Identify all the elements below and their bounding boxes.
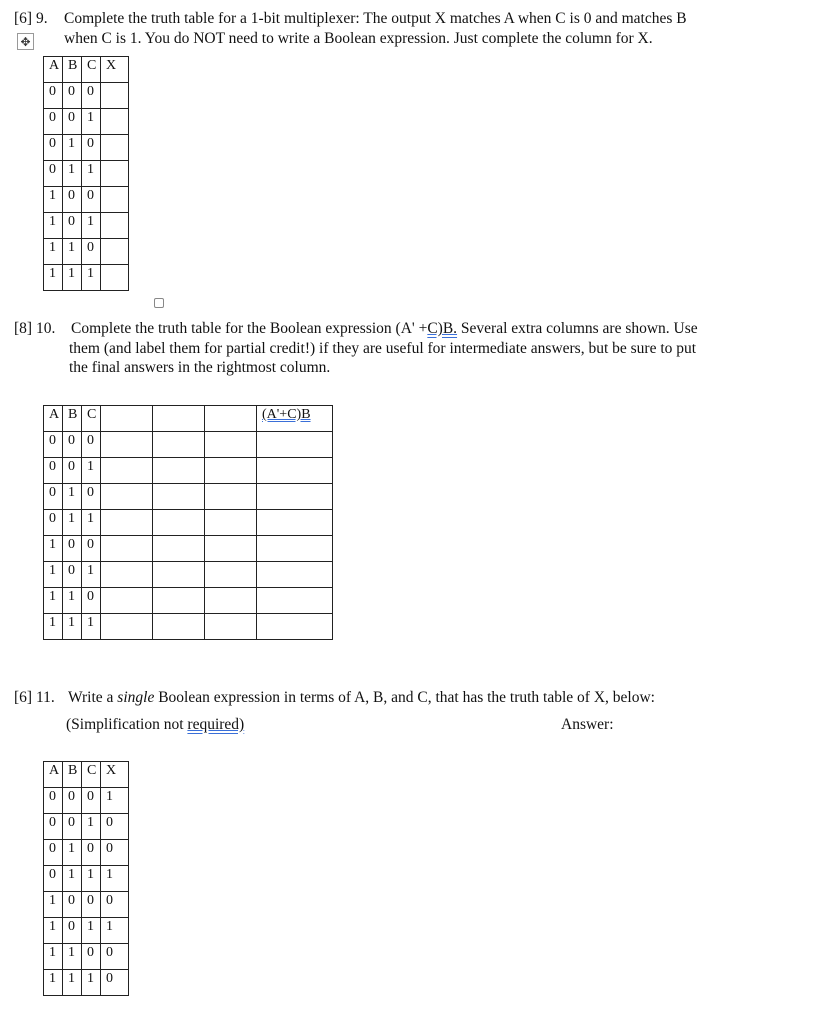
value-cell: 1 — [82, 562, 101, 588]
value-cell: 1 — [82, 510, 101, 536]
table-row — [44, 788, 129, 814]
value-cell: 1 — [82, 814, 101, 840]
value-cell: 0 — [82, 432, 101, 458]
header-cell: X — [101, 762, 129, 788]
answer-cell[interactable] — [153, 510, 205, 536]
value-cell: 0 — [44, 510, 63, 536]
value-cell: 0 — [63, 458, 82, 484]
value-cell: 1 — [44, 536, 63, 562]
value-cell: 1 — [63, 840, 82, 866]
value-cell: 1 — [63, 161, 82, 187]
header-cell: C — [82, 762, 101, 788]
header-cell: C — [82, 406, 101, 432]
header-cell — [101, 406, 153, 432]
value-cell: 1 — [44, 265, 63, 291]
answer-cell[interactable] — [101, 161, 129, 187]
table-row — [44, 536, 333, 562]
table-row — [44, 918, 129, 944]
answer-cell[interactable] — [101, 239, 129, 265]
table-row — [44, 588, 333, 614]
table-row — [44, 944, 129, 970]
answer-cell[interactable] — [101, 588, 153, 614]
value-cell: 1 — [82, 265, 101, 291]
value-cell: 0 — [101, 840, 129, 866]
value-cell: 1 — [44, 614, 63, 640]
q10-text-line2: them (and label them for partial credit!) if they are useful for intermediate answers, but be sure to put — [69, 340, 697, 357]
value-cell: 0 — [63, 83, 82, 109]
value-cell: 1 — [44, 918, 63, 944]
answer-cell[interactable] — [101, 187, 129, 213]
q10-text-line1-c: Several extra columns are shown. Use — [457, 320, 698, 337]
table-row — [44, 265, 129, 291]
value-cell: 0 — [82, 840, 101, 866]
table-row — [44, 970, 129, 996]
answer-cell[interactable] — [153, 484, 205, 510]
value-cell: 0 — [63, 814, 82, 840]
value-cell: 1 — [63, 484, 82, 510]
q11-text-line2-a: (Simplification not — [66, 716, 184, 733]
value-cell: 0 — [63, 892, 82, 918]
q10-underlined-expression: C)B. — [427, 320, 458, 337]
value-cell: 0 — [63, 536, 82, 562]
value-cell: 1 — [63, 135, 82, 161]
answer-cell[interactable] — [101, 83, 129, 109]
header-cell — [205, 406, 257, 432]
value-cell: 1 — [44, 239, 63, 265]
value-cell: 0 — [44, 840, 63, 866]
value-cell: 0 — [44, 866, 63, 892]
q9-truth-table — [43, 56, 129, 291]
table-header-row — [44, 762, 129, 788]
answer-cell[interactable] — [101, 432, 153, 458]
value-cell: 1 — [63, 866, 82, 892]
value-cell: 1 — [82, 918, 101, 944]
value-cell: 0 — [82, 892, 101, 918]
table-resize-handle-icon[interactable] — [154, 298, 164, 308]
value-cell: 0 — [63, 918, 82, 944]
value-cell: 0 — [82, 83, 101, 109]
answer-cell[interactable] — [205, 588, 257, 614]
value-cell: 0 — [82, 187, 101, 213]
table-row — [44, 814, 129, 840]
value-cell: 1 — [101, 918, 129, 944]
q11-underlined-word: required) — [187, 716, 245, 733]
q11-text-line1-b: Boolean expression in terms of A, B, and C, that has the truth table of X, below: — [158, 689, 655, 706]
table-row — [44, 135, 129, 161]
q9-prefix: [6] 9. — [14, 10, 48, 27]
table-row — [44, 239, 129, 265]
value-cell: 0 — [82, 484, 101, 510]
answer-cell[interactable] — [101, 614, 153, 640]
answer-cell[interactable] — [101, 109, 129, 135]
answer-cell[interactable] — [153, 432, 205, 458]
value-cell: 0 — [44, 788, 63, 814]
value-cell: 1 — [63, 614, 82, 640]
value-cell: 1 — [44, 944, 63, 970]
q10-text-line1-a: Complete the truth table for the Boolean expression (A' + — [71, 320, 428, 337]
answer-cell[interactable] — [257, 458, 333, 484]
table-header-row — [44, 406, 333, 432]
q11-answer-label: Answer: — [561, 716, 614, 733]
value-cell: 1 — [82, 458, 101, 484]
value-cell: 1 — [82, 970, 101, 996]
value-cell: 0 — [101, 814, 129, 840]
value-cell: 1 — [82, 866, 101, 892]
answer-cell[interactable] — [257, 562, 333, 588]
q10-truth-table — [43, 405, 333, 640]
answer-cell[interactable] — [153, 458, 205, 484]
q9-text-line2: when C is 1. You do NOT need to write a Boolean expression. Just complete the column for X. — [64, 30, 653, 47]
table-row — [44, 510, 333, 536]
header-cell — [153, 406, 205, 432]
answer-cell[interactable] — [101, 458, 153, 484]
table-header-row — [44, 57, 129, 83]
header-cell: A — [44, 57, 63, 83]
value-cell: 0 — [44, 135, 63, 161]
value-cell: 1 — [63, 510, 82, 536]
header-cell: B — [63, 406, 82, 432]
value-cell: 0 — [82, 788, 101, 814]
value-cell: 0 — [44, 814, 63, 840]
table-move-handle-icon[interactable]: ✥ — [17, 33, 34, 50]
header-cell: A — [44, 762, 63, 788]
table-row — [44, 83, 129, 109]
value-cell: 1 — [63, 944, 82, 970]
table-row — [44, 432, 333, 458]
value-cell: 0 — [63, 562, 82, 588]
answer-cell[interactable] — [257, 536, 333, 562]
value-cell: 1 — [63, 265, 82, 291]
header-cell: B — [63, 57, 82, 83]
value-cell: 0 — [44, 109, 63, 135]
answer-cell[interactable] — [205, 510, 257, 536]
answer-cell[interactable] — [101, 213, 129, 239]
value-cell: 0 — [44, 484, 63, 510]
answer-cell[interactable] — [153, 588, 205, 614]
value-cell: 1 — [63, 588, 82, 614]
q9-text-line1: Complete the truth table for a 1-bit multiplexer: The output X matches A when C is 0 and matches B — [64, 10, 687, 27]
value-cell: 0 — [82, 239, 101, 265]
header-cell: A — [44, 406, 63, 432]
value-cell: 1 — [44, 213, 63, 239]
answer-cell[interactable] — [257, 510, 333, 536]
value-cell: 0 — [82, 588, 101, 614]
table-row — [44, 866, 129, 892]
value-cell: 0 — [63, 788, 82, 814]
answer-cell[interactable] — [257, 432, 333, 458]
q11-emphasis: single — [117, 689, 155, 706]
table-row — [44, 614, 333, 640]
table-row — [44, 484, 333, 510]
answer-cell[interactable] — [101, 536, 153, 562]
value-cell: 1 — [44, 970, 63, 996]
q11-text-line1-a: Write a — [68, 689, 114, 706]
value-cell: 1 — [82, 213, 101, 239]
header-cell: B — [63, 762, 82, 788]
answer-cell[interactable] — [153, 536, 205, 562]
value-cell: 0 — [101, 944, 129, 970]
value-cell: 1 — [82, 109, 101, 135]
table-row — [44, 840, 129, 866]
value-cell: 1 — [63, 970, 82, 996]
q10-text-line1 — [71, 319, 698, 338]
value-cell: 0 — [44, 161, 63, 187]
answer-cell[interactable] — [101, 135, 129, 161]
q10-text-line3: the final answers in the rightmost column. — [69, 359, 331, 376]
value-cell: 1 — [82, 161, 101, 187]
answer-cell[interactable] — [153, 614, 205, 640]
q11-text-line1 — [68, 688, 655, 707]
value-cell: 0 — [101, 892, 129, 918]
value-cell: 1 — [63, 239, 82, 265]
answer-cell[interactable] — [257, 614, 333, 640]
answer-cell[interactable] — [101, 265, 129, 291]
q10-prefix: [8] 10. — [14, 320, 56, 337]
answer-cell[interactable] — [205, 562, 257, 588]
value-cell: 0 — [63, 213, 82, 239]
answer-cell[interactable] — [101, 562, 153, 588]
table-row — [44, 213, 129, 239]
table-row — [44, 109, 129, 135]
answer-cell[interactable] — [101, 484, 153, 510]
value-cell: 0 — [82, 944, 101, 970]
value-cell: 0 — [101, 970, 129, 996]
value-cell: 0 — [44, 458, 63, 484]
header-cell: X — [101, 57, 129, 83]
q11-truth-table — [43, 761, 129, 996]
header-cell: C — [82, 57, 101, 83]
q11-text-line2 — [66, 715, 244, 734]
value-cell: 0 — [63, 432, 82, 458]
answer-cell[interactable] — [205, 458, 257, 484]
table-row — [44, 187, 129, 213]
value-cell: 1 — [44, 562, 63, 588]
value-cell: 1 — [82, 614, 101, 640]
header-cell: (A'+C)B — [257, 406, 333, 432]
table-row — [44, 892, 129, 918]
value-cell: 0 — [44, 432, 63, 458]
value-cell: 0 — [82, 536, 101, 562]
value-cell: 1 — [44, 892, 63, 918]
value-cell: 0 — [44, 83, 63, 109]
table-row — [44, 161, 129, 187]
value-cell: 0 — [63, 187, 82, 213]
answer-cell[interactable] — [257, 484, 333, 510]
answer-cell[interactable] — [257, 588, 333, 614]
value-cell: 0 — [63, 109, 82, 135]
value-cell: 1 — [44, 588, 63, 614]
table-row — [44, 562, 333, 588]
answer-cell[interactable] — [205, 432, 257, 458]
value-cell: 1 — [101, 788, 129, 814]
answer-cell[interactable] — [101, 510, 153, 536]
answer-cell[interactable] — [153, 562, 205, 588]
value-cell: 1 — [44, 187, 63, 213]
answer-cell[interactable] — [205, 536, 257, 562]
value-cell: 0 — [82, 135, 101, 161]
answer-cell[interactable] — [205, 614, 257, 640]
value-cell: 1 — [101, 866, 129, 892]
answer-cell[interactable] — [205, 484, 257, 510]
q11-prefix: [6] 11. — [14, 689, 55, 706]
table-row — [44, 458, 333, 484]
